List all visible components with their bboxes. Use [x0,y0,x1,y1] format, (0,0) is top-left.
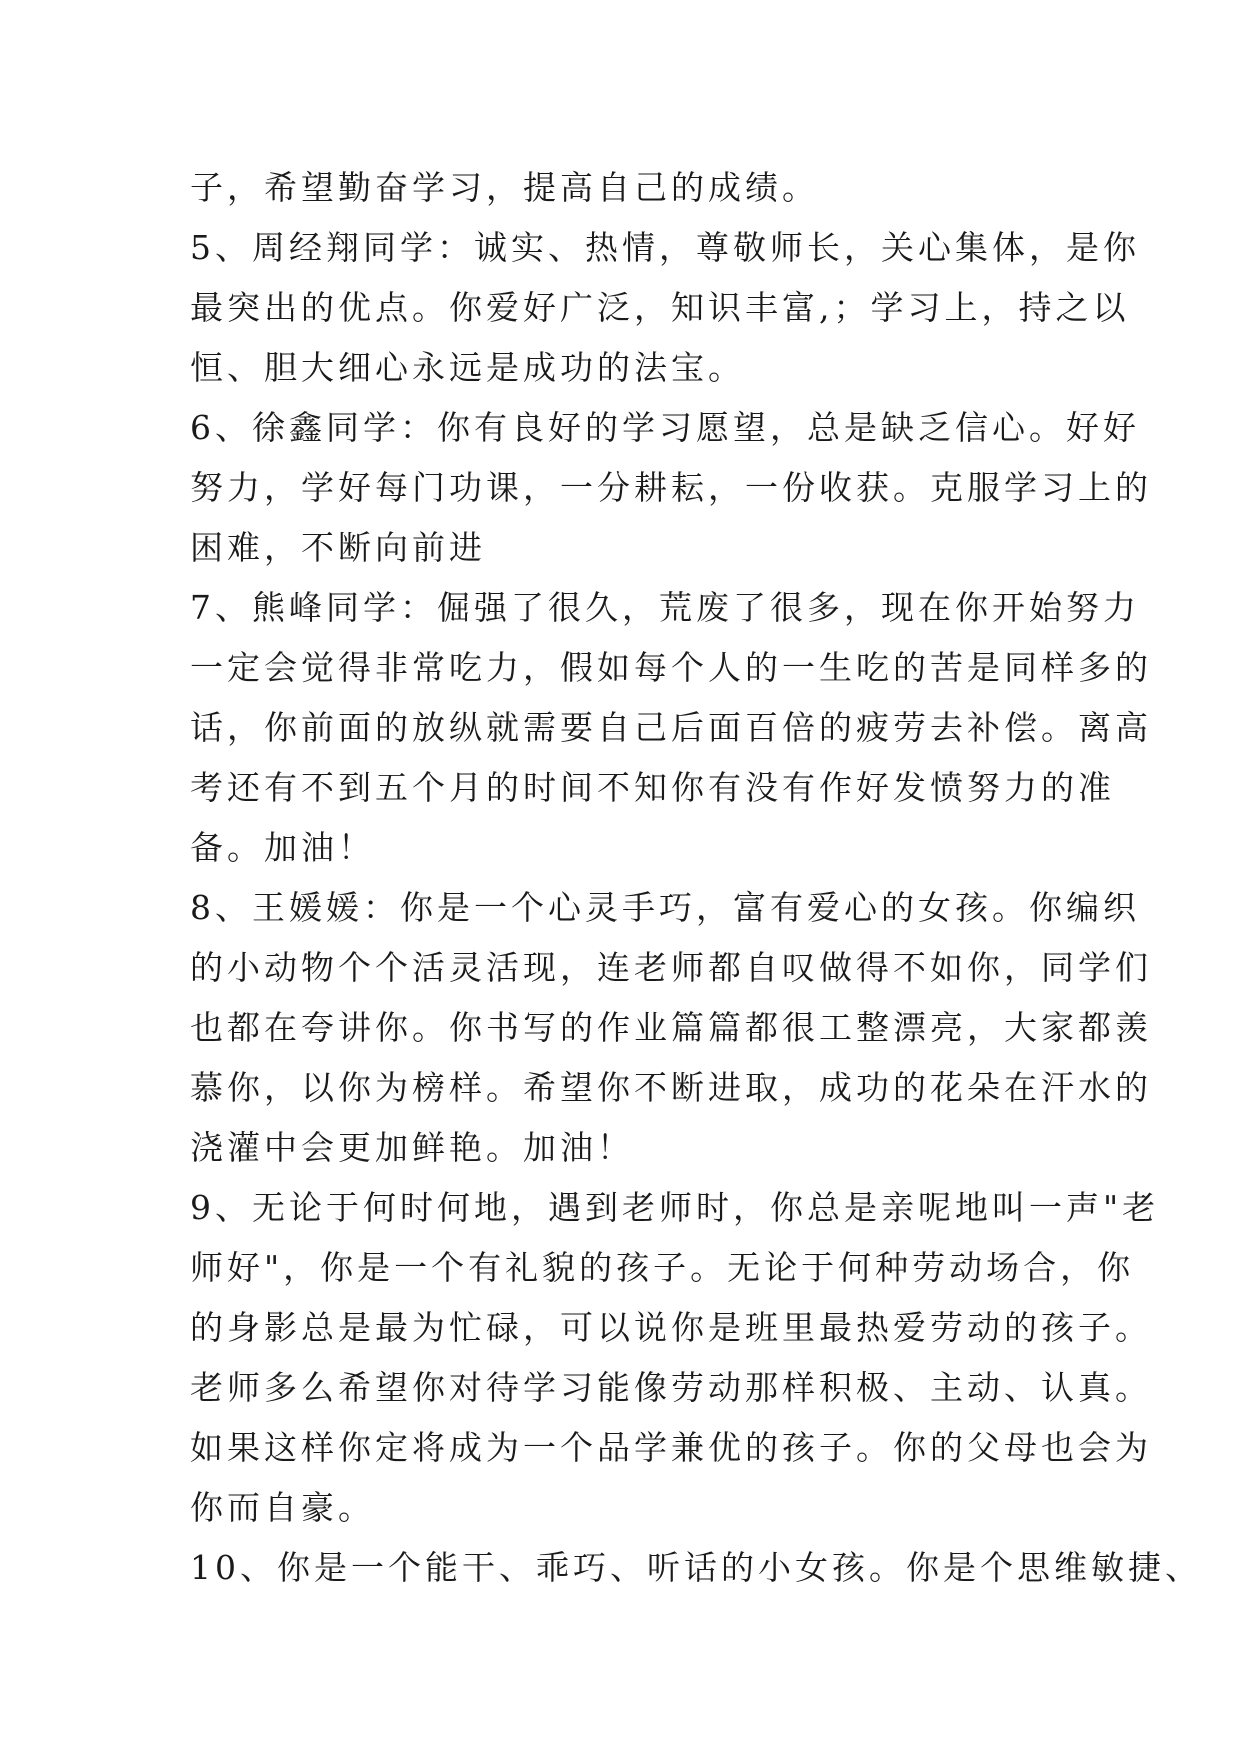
text-line: 7、熊峰同学：倔强了很久，荒废了很多，现在你开始努力 [190,588,1140,627]
text-line: 师好"，你是一个有礼貌的孩子。无论于何种劳动场合，你 [190,1248,1135,1287]
text-line: 8、王媛媛：你是一个心灵手巧，富有爱心的女孩。你编织 [190,888,1140,927]
text-line: 一定会觉得非常吃力，假如每个人的一生吃的苦是同样多的 [190,648,1152,687]
text-line: 考还有不到五个月的时间不知你有没有作好发愤努力的准 [190,768,1115,807]
text-line: 恒、胆大细心永远是成功的法宝。 [190,348,745,387]
text-line: 也都在夸讲你。你书写的作业篇篇都很工整漂亮，大家都羡 [190,1008,1152,1047]
text-line: 慕你，以你为榜样。希望你不断进取，成功的花朵在汗水的 [190,1068,1152,1107]
text-line: 10、你是一个能干、乖巧、听话的小女孩。你是个思维敏捷、 [190,1548,1202,1587]
text-line: 最突出的优点。你爱好广泛，知识丰富,；学习上，持之以 [190,288,1130,327]
text-line: 子，希望勤奋学习，提高自己的成绩。 [190,168,819,207]
text-line: 的小动物个个活灵活现，连老师都自叹做得不如你，同学们 [190,948,1152,987]
text-line: 浇灌中会更加鲜艳。加油！ [190,1128,634,1167]
document-body [190,158,1202,1598]
text-line: 如果这样你定将成为一个品学兼优的孩子。你的父母也会为 [190,1428,1152,1467]
text-line: 努力，学好每门功课，一分耕耘，一份收获。克服学习上的 [190,468,1152,507]
text-line: 9、无论于何时何地，遇到老师时，你总是亲呢地叫一声"老 [190,1188,1160,1227]
text-line: 的身影总是最为忙碌，可以说你是班里最热爱劳动的孩子。 [190,1308,1152,1347]
text-line: 困难，不断向前进 [190,528,486,567]
text-line: 备。加油！ [190,828,375,867]
text-line: 话，你前面的放纵就需要自己后面百倍的疲劳去补偿。离高 [190,708,1152,747]
text-line: 老师多么希望你对待学习能像劳动那样积极、主动、认真。 [190,1368,1152,1407]
text-line: 6、徐鑫同学：你有良好的学习愿望，总是缺乏信心。好好 [190,408,1140,447]
text-line: 你而自豪。 [190,1488,375,1527]
text-line: 5、周经翔同学：诚实、热情，尊敬师长，关心集体，是你 [190,228,1140,267]
